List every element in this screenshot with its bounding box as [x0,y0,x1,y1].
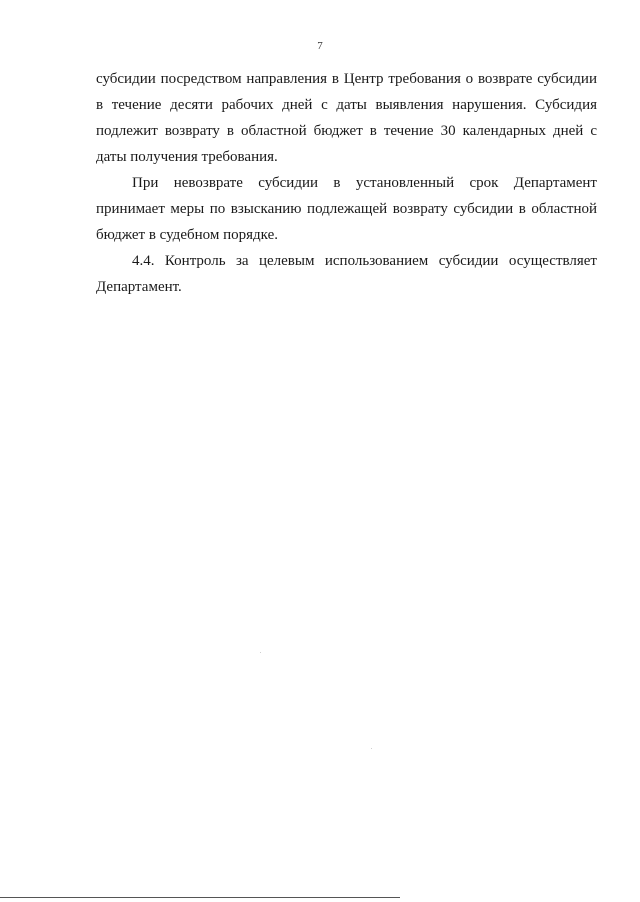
text-line: принимает меры по взысканию подлежащей возврату субсидии в областной [96,201,597,217]
text-line: даты получения требования. [96,149,278,165]
paragraph-control [96,248,597,300]
bottom-edge-line [0,897,400,898]
scan-speck [371,748,372,749]
text-line: субсидии посредством направления в Центр требования о возврате субсидии [96,71,597,87]
paragraph-non-return [96,170,597,248]
paragraph-subsidy-return [96,66,597,170]
text-line: При невозврате субсидии в установленный срок Департамент [132,175,597,191]
text-line: Департамент. [96,279,182,295]
text-line: подлежит возврату в областной бюджет в течение 30 календарных дней с [96,123,597,139]
text-line: бюджет в судебном порядке. [96,227,278,243]
scan-speck [260,652,261,653]
text-line: 4.4. Контроль за целевым использованием субсидии осуществляет [132,253,597,269]
page-number: 7 [317,40,323,52]
body-text [96,66,597,300]
text-line: в течение десяти рабочих дней с даты выявления нарушения. Субсидия [96,97,597,113]
